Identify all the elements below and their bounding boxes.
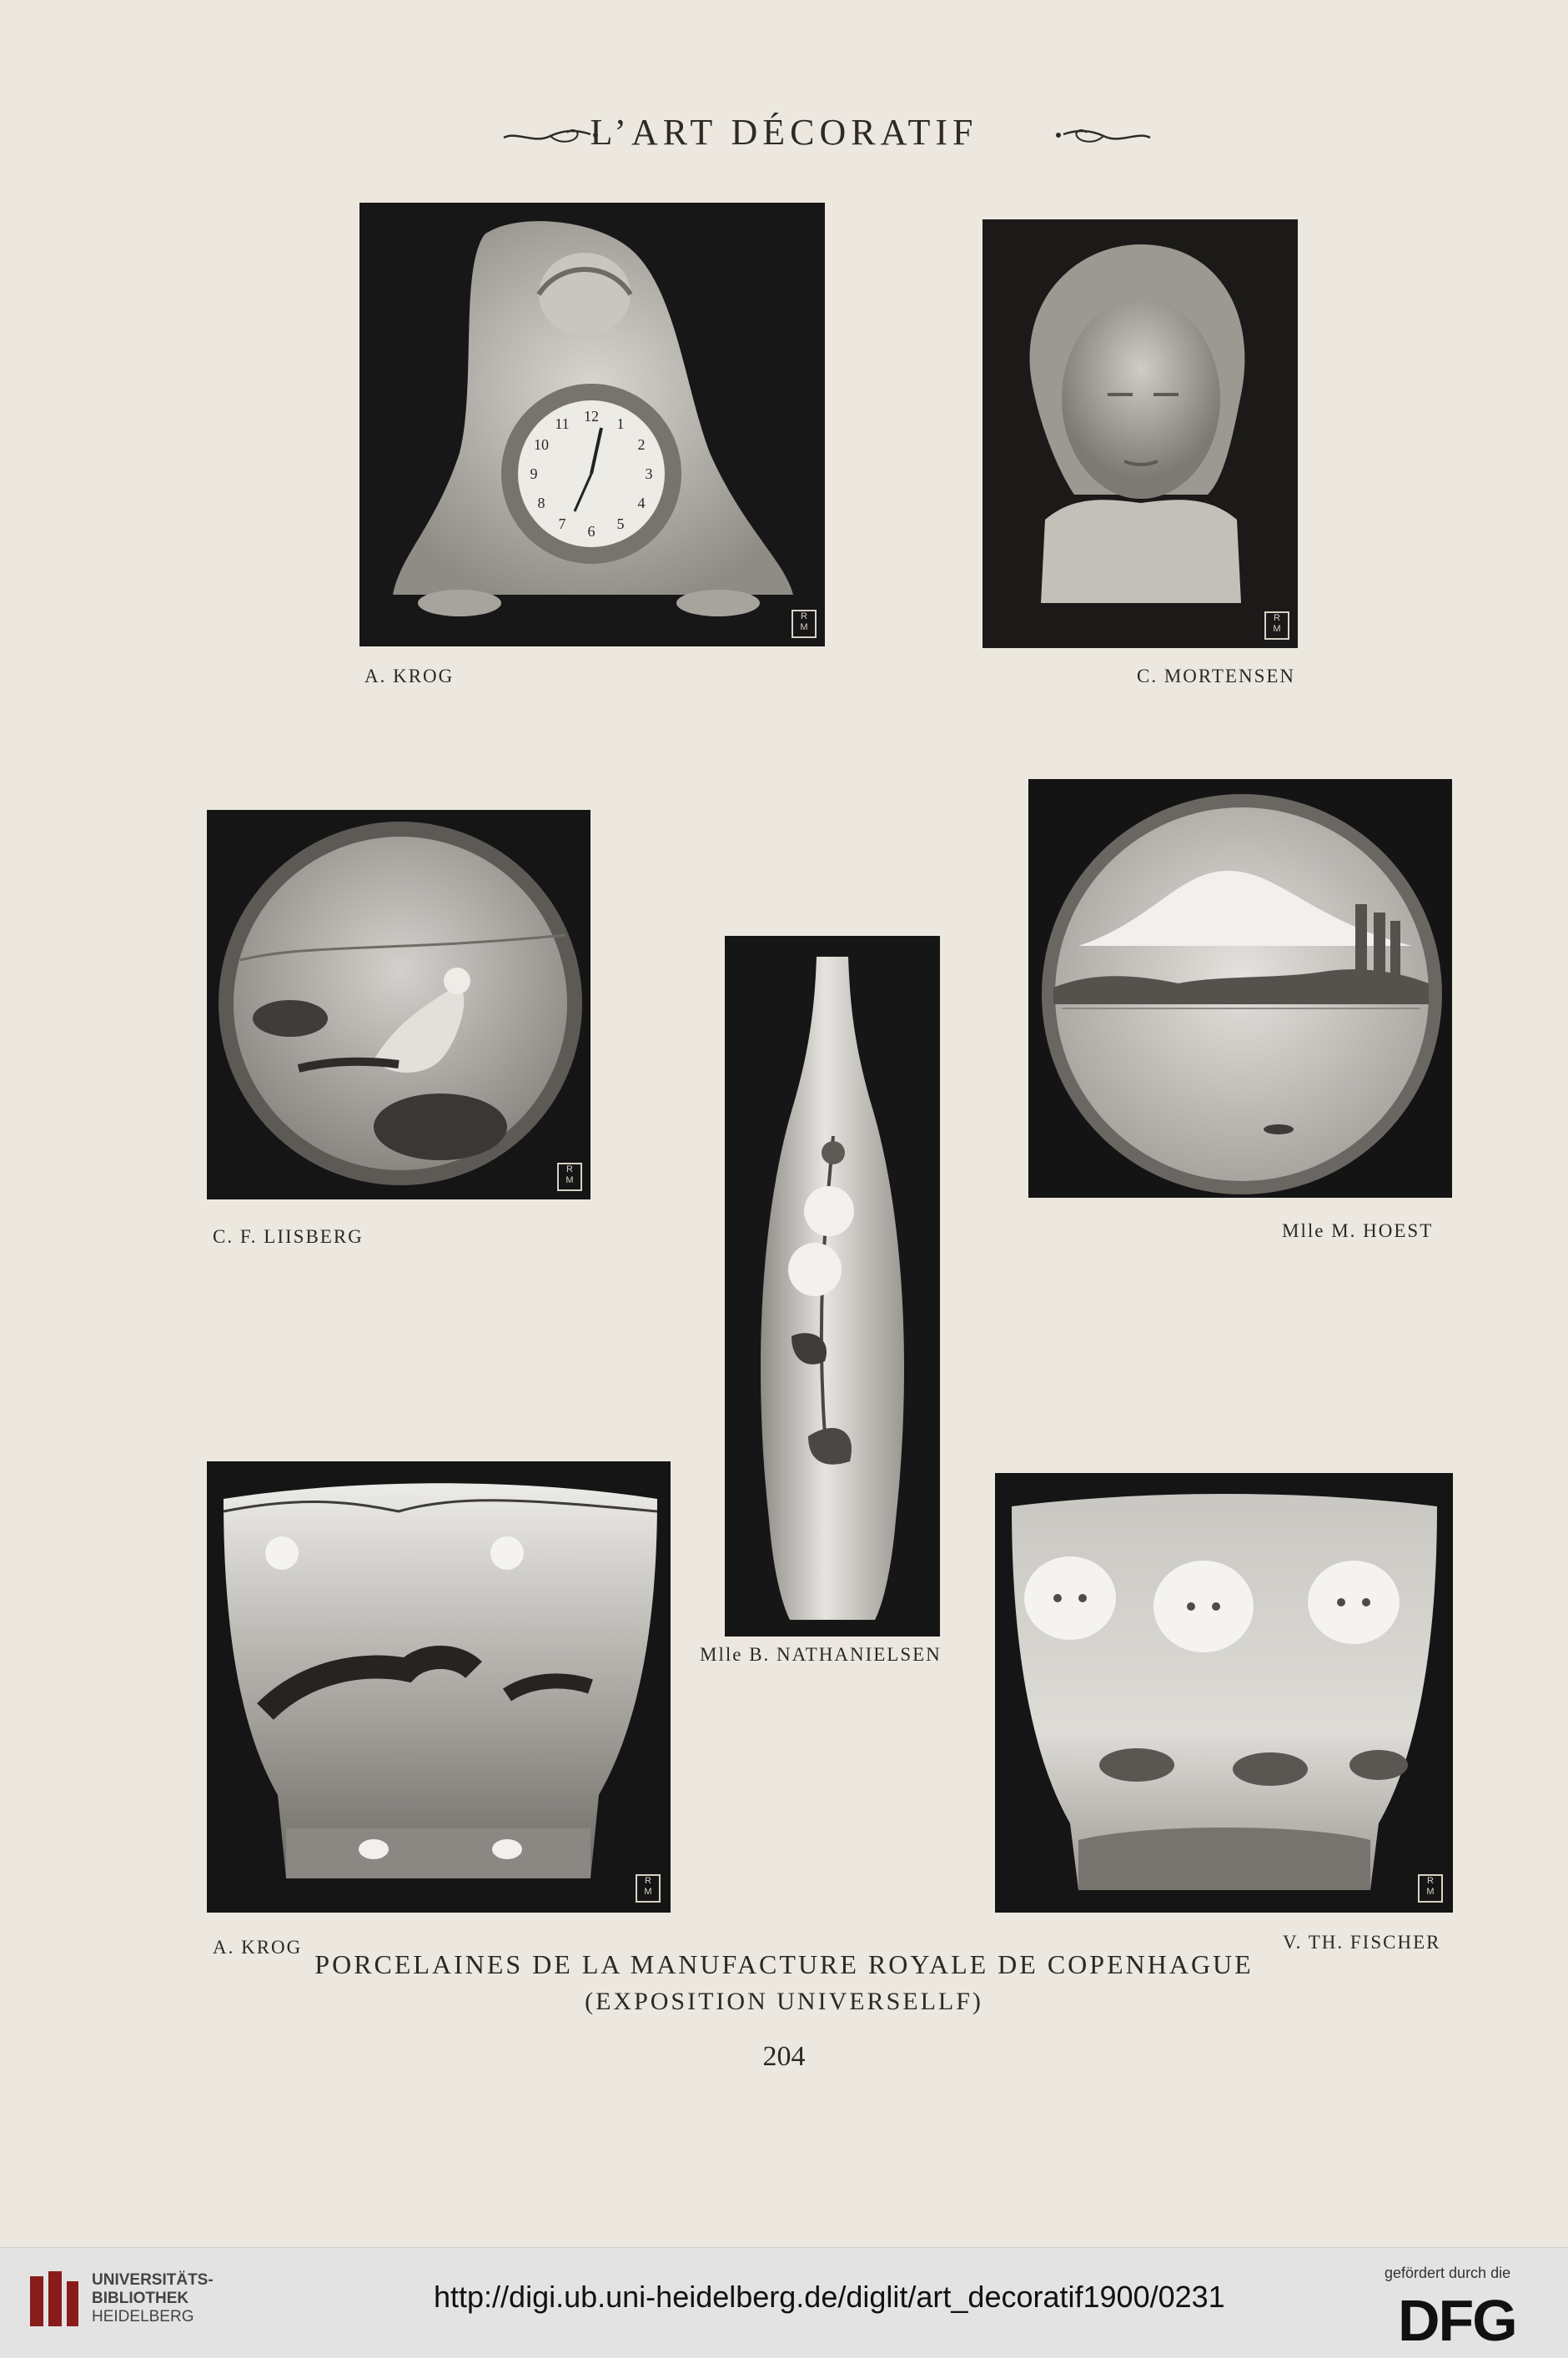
clock-numeral: 10 xyxy=(534,436,549,453)
funding-label: gefördert durch die xyxy=(1385,2265,1511,2281)
clock-numeral: 2 xyxy=(637,436,646,453)
manufacture-mark-icon: R M xyxy=(792,610,817,638)
caption-c-f-liisberg: C. F. LIISBERG xyxy=(213,1226,364,1247)
clock-numeral: 4 xyxy=(637,495,646,511)
library-name-line: HEIDELBERG xyxy=(92,2308,194,2325)
clock-numeral: 7 xyxy=(558,515,566,532)
clock-numeral: 12 xyxy=(584,408,599,425)
photo-seagull-plate xyxy=(207,810,591,1199)
dfg-logo: DFG xyxy=(1398,2288,1516,2353)
photo-clock-figure xyxy=(359,203,825,646)
clock-numeral: 9 xyxy=(530,465,538,482)
manufacture-mark-icon: R M xyxy=(636,1874,661,1903)
clock-numeral: 5 xyxy=(616,515,625,532)
clock-numeral: 6 xyxy=(587,523,596,540)
caption-c-mortensen: C. MORTENSEN xyxy=(1137,666,1296,686)
manufacture-mark-icon: R M xyxy=(557,1163,582,1191)
clock-numeral: 8 xyxy=(537,495,545,511)
caption-a-krog-clock: A. KROG xyxy=(364,666,455,686)
photo-lake-landscape-plate xyxy=(1028,779,1452,1198)
caption-v-th-fischer: V. TH. FISCHER xyxy=(1283,1932,1441,1953)
photo-cats-jardiniere xyxy=(995,1473,1453,1913)
clock-numeral: 11 xyxy=(555,415,570,432)
university-library-name xyxy=(92,2271,214,2326)
photo-hollyhock-vase xyxy=(725,936,940,1637)
photo-child-bust xyxy=(983,219,1298,648)
plate-title: PORCELAINES DE LA MANUFACTURE ROYALE DE COPENHAGUE xyxy=(314,1949,1254,1979)
manufacture-mark-icon: R M xyxy=(1264,611,1289,640)
clock-numeral: 3 xyxy=(645,465,653,482)
library-name-line: UNIVERSITÄTS- xyxy=(92,2271,214,2289)
page-header-title: L’ART DÉCORATIF xyxy=(590,112,978,153)
clock-numeral: 1 xyxy=(616,415,625,432)
caption-a-krog-jardiniere: A. KROG xyxy=(213,1937,303,1958)
library-name-line: BIBLIOTHEK xyxy=(92,2290,189,2307)
plate-subtitle: (EXPOSITION UNIVERSELLF) xyxy=(585,1988,983,2015)
page-number: 204 xyxy=(762,2041,806,2072)
caption-mlle-m-hoest: Mlle M. HOEST xyxy=(1282,1220,1434,1241)
running-header xyxy=(0,111,1568,161)
permalink-url[interactable]: http://digi.ub.uni-heidelberg.de/diglit/art_decoratif1900/0231 xyxy=(434,2280,1225,2314)
right-ornament-icon xyxy=(1053,123,1153,148)
digitization-footer xyxy=(0,2247,1568,2358)
manufacture-mark-icon: R M xyxy=(1418,1874,1443,1903)
photo-landscape-jardiniere xyxy=(207,1461,671,1913)
caption-mlle-b-nathanielsen: Mlle B. NATHANIELSEN xyxy=(700,1644,942,1665)
university-library-logo-icon xyxy=(25,2265,83,2335)
